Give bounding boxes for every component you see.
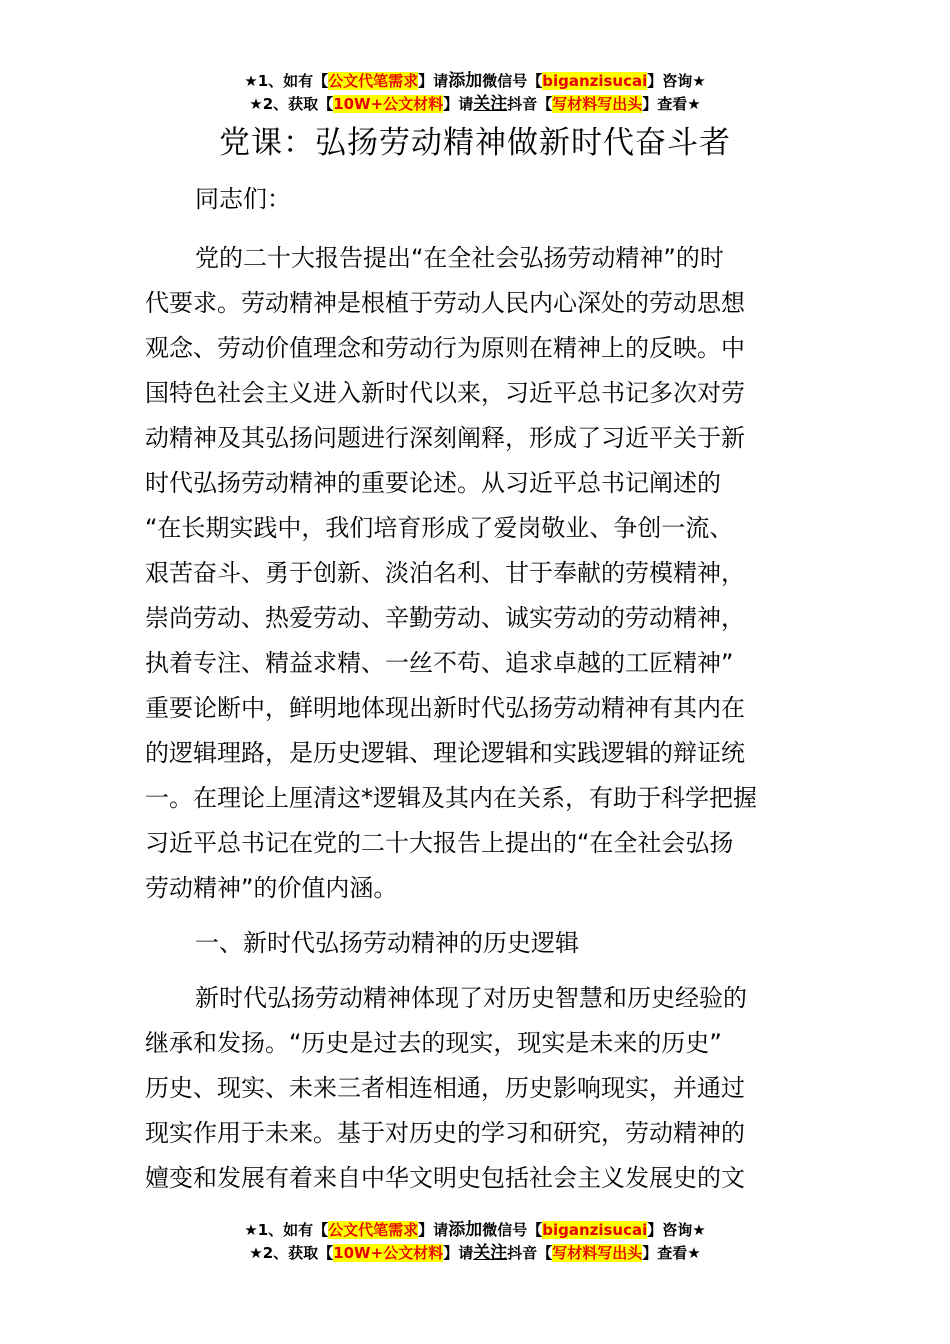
footer-line1-suffix: 】咨询★ [647,1221,706,1239]
header-banner-line1 [0,70,950,92]
footer-line1-middle-a: 】请 [418,1221,449,1239]
paragraph-1-line: 动精神及其弘扬问题进行深刻阐释，形成了习近平关于新 [145,424,745,452]
header-line2-suffix: 】查看★ [642,95,701,113]
header-line2-highlight-materials: 10W+公文材料 [333,95,444,113]
paragraph-1-line: 重要论断中，鲜明地体现出新时代弘扬劳动精神有其内在 [145,694,745,722]
footer-line2-middle-a: 】请 [443,1244,474,1262]
paragraph-1-line: “在长期实践中，我们培育形成了爱岗敬业、争创一流、 [145,514,734,542]
header-line1-prefix: ★1、如有【 [244,72,329,90]
paragraph-1-line: 国特色社会主义进入新时代以来，习近平总书记多次对劳 [145,379,745,407]
footer-line2-middle-b: 抖音【 [507,1244,553,1262]
header-line2-middle-b: 抖音【 [507,95,553,113]
footer-line2-highlight-douyin: 写材料写出头 [552,1244,643,1262]
salutation: 同志们： [195,185,291,213]
paragraph-2 [145,976,810,1201]
paragraph-1-line: 崇尚劳动、热爱劳动、辛勤劳动、诚实劳动的劳动精神， [145,604,745,632]
header-line1-highlight-service: 公文代笔需求 [328,72,419,90]
paragraph-1-line: 一。在理论上厘清这*逻辑及其内在关系，有助于科学把握 [145,784,757,812]
paragraph-2-line: 新时代弘扬劳动精神体现了对历史智慧和历史经验的 [195,984,747,1012]
section-1-heading: 一、新时代弘扬劳动精神的历史逻辑 [195,929,579,957]
footer-line1-middle-b: 微信号【 [482,1221,543,1239]
footer-line1-prefix: ★1、如有【 [244,1221,329,1239]
paragraph-2-line: 嬗变和发展有着来自中华文明史包括社会主义发展史的文 [145,1164,745,1192]
paragraph-1-line: 艰苦奋斗、勇于创新、淡泊名利、甘于奉献的劳模精神， [145,559,745,587]
footer-line2-prefix: ★2、获取【 [249,1244,334,1262]
paragraph-1-line: 执着专注、精益求精、一丝不苟、追求卓越的工匠精神” [145,649,734,677]
footer-line2-highlight-materials: 10W+公文材料 [333,1244,444,1262]
paragraph-1-line: 的逻辑理路，是历史逻辑、理论逻辑和实践逻辑的辩证统 [145,739,745,767]
header-line1-middle-b: 微信号【 [482,72,543,90]
header-banner-line2 [0,93,950,115]
paragraph-1-line: 观念、劳动价值理念和劳动行为原则在精神上的反映。中 [145,334,745,362]
header-line2-middle-a: 】请 [443,95,474,113]
header-line2-prefix: ★2、获取【 [249,95,334,113]
paragraph-1-line: 劳动精神”的价值内涵。 [145,874,398,902]
paragraph-1-line: 党的二十大报告提出“在全社会弘扬劳动精神”的时 [195,244,724,272]
paragraph-2-line: 继承和发扬。“历史是过去的现实，现实是未来的历史” [145,1029,722,1057]
footer-banner-line1 [0,1219,950,1241]
paragraph-1-line: 习近平总书记在党的二十大报告上提出的“在全社会弘扬 [145,829,734,857]
footer-line1-highlight-service: 公文代笔需求 [328,1221,419,1239]
header-line2-emphasis: 关注 [473,94,508,114]
header-line1-middle-a: 】请 [418,72,449,90]
footer-line1-highlight-wechat: biganzisucai [542,1221,648,1239]
paragraph-2-line: 历史、现实、未来三者相连相通，历史影响现实，并通过 [145,1074,745,1102]
paragraph-2-line: 现实作用于未来。基于对历史的学习和研究，劳动精神的 [145,1119,745,1147]
paragraph-1 [145,236,810,911]
footer-banner-line2 [0,1242,950,1264]
header-line1-emphasis: 添加 [448,71,483,91]
header-line1-suffix: 】咨询★ [647,72,706,90]
footer-line2-suffix: 】查看★ [642,1244,701,1262]
footer-line2-emphasis: 关注 [473,1243,508,1263]
paragraph-1-line: 代要求。劳动精神是根植于劳动人民内心深处的劳动思想 [145,289,745,317]
header-line1-highlight-wechat: biganzisucai [542,72,648,90]
paragraph-1-line: 时代弘扬劳动精神的重要论述。从习近平总书记阐述的 [145,469,721,497]
header-line2-highlight-douyin: 写材料写出头 [552,95,643,113]
document-body [145,177,810,1201]
document-title: 党课：弘扬劳动精神做新时代奋斗者 [219,125,731,161]
footer-line1-emphasis: 添加 [448,1220,483,1240]
